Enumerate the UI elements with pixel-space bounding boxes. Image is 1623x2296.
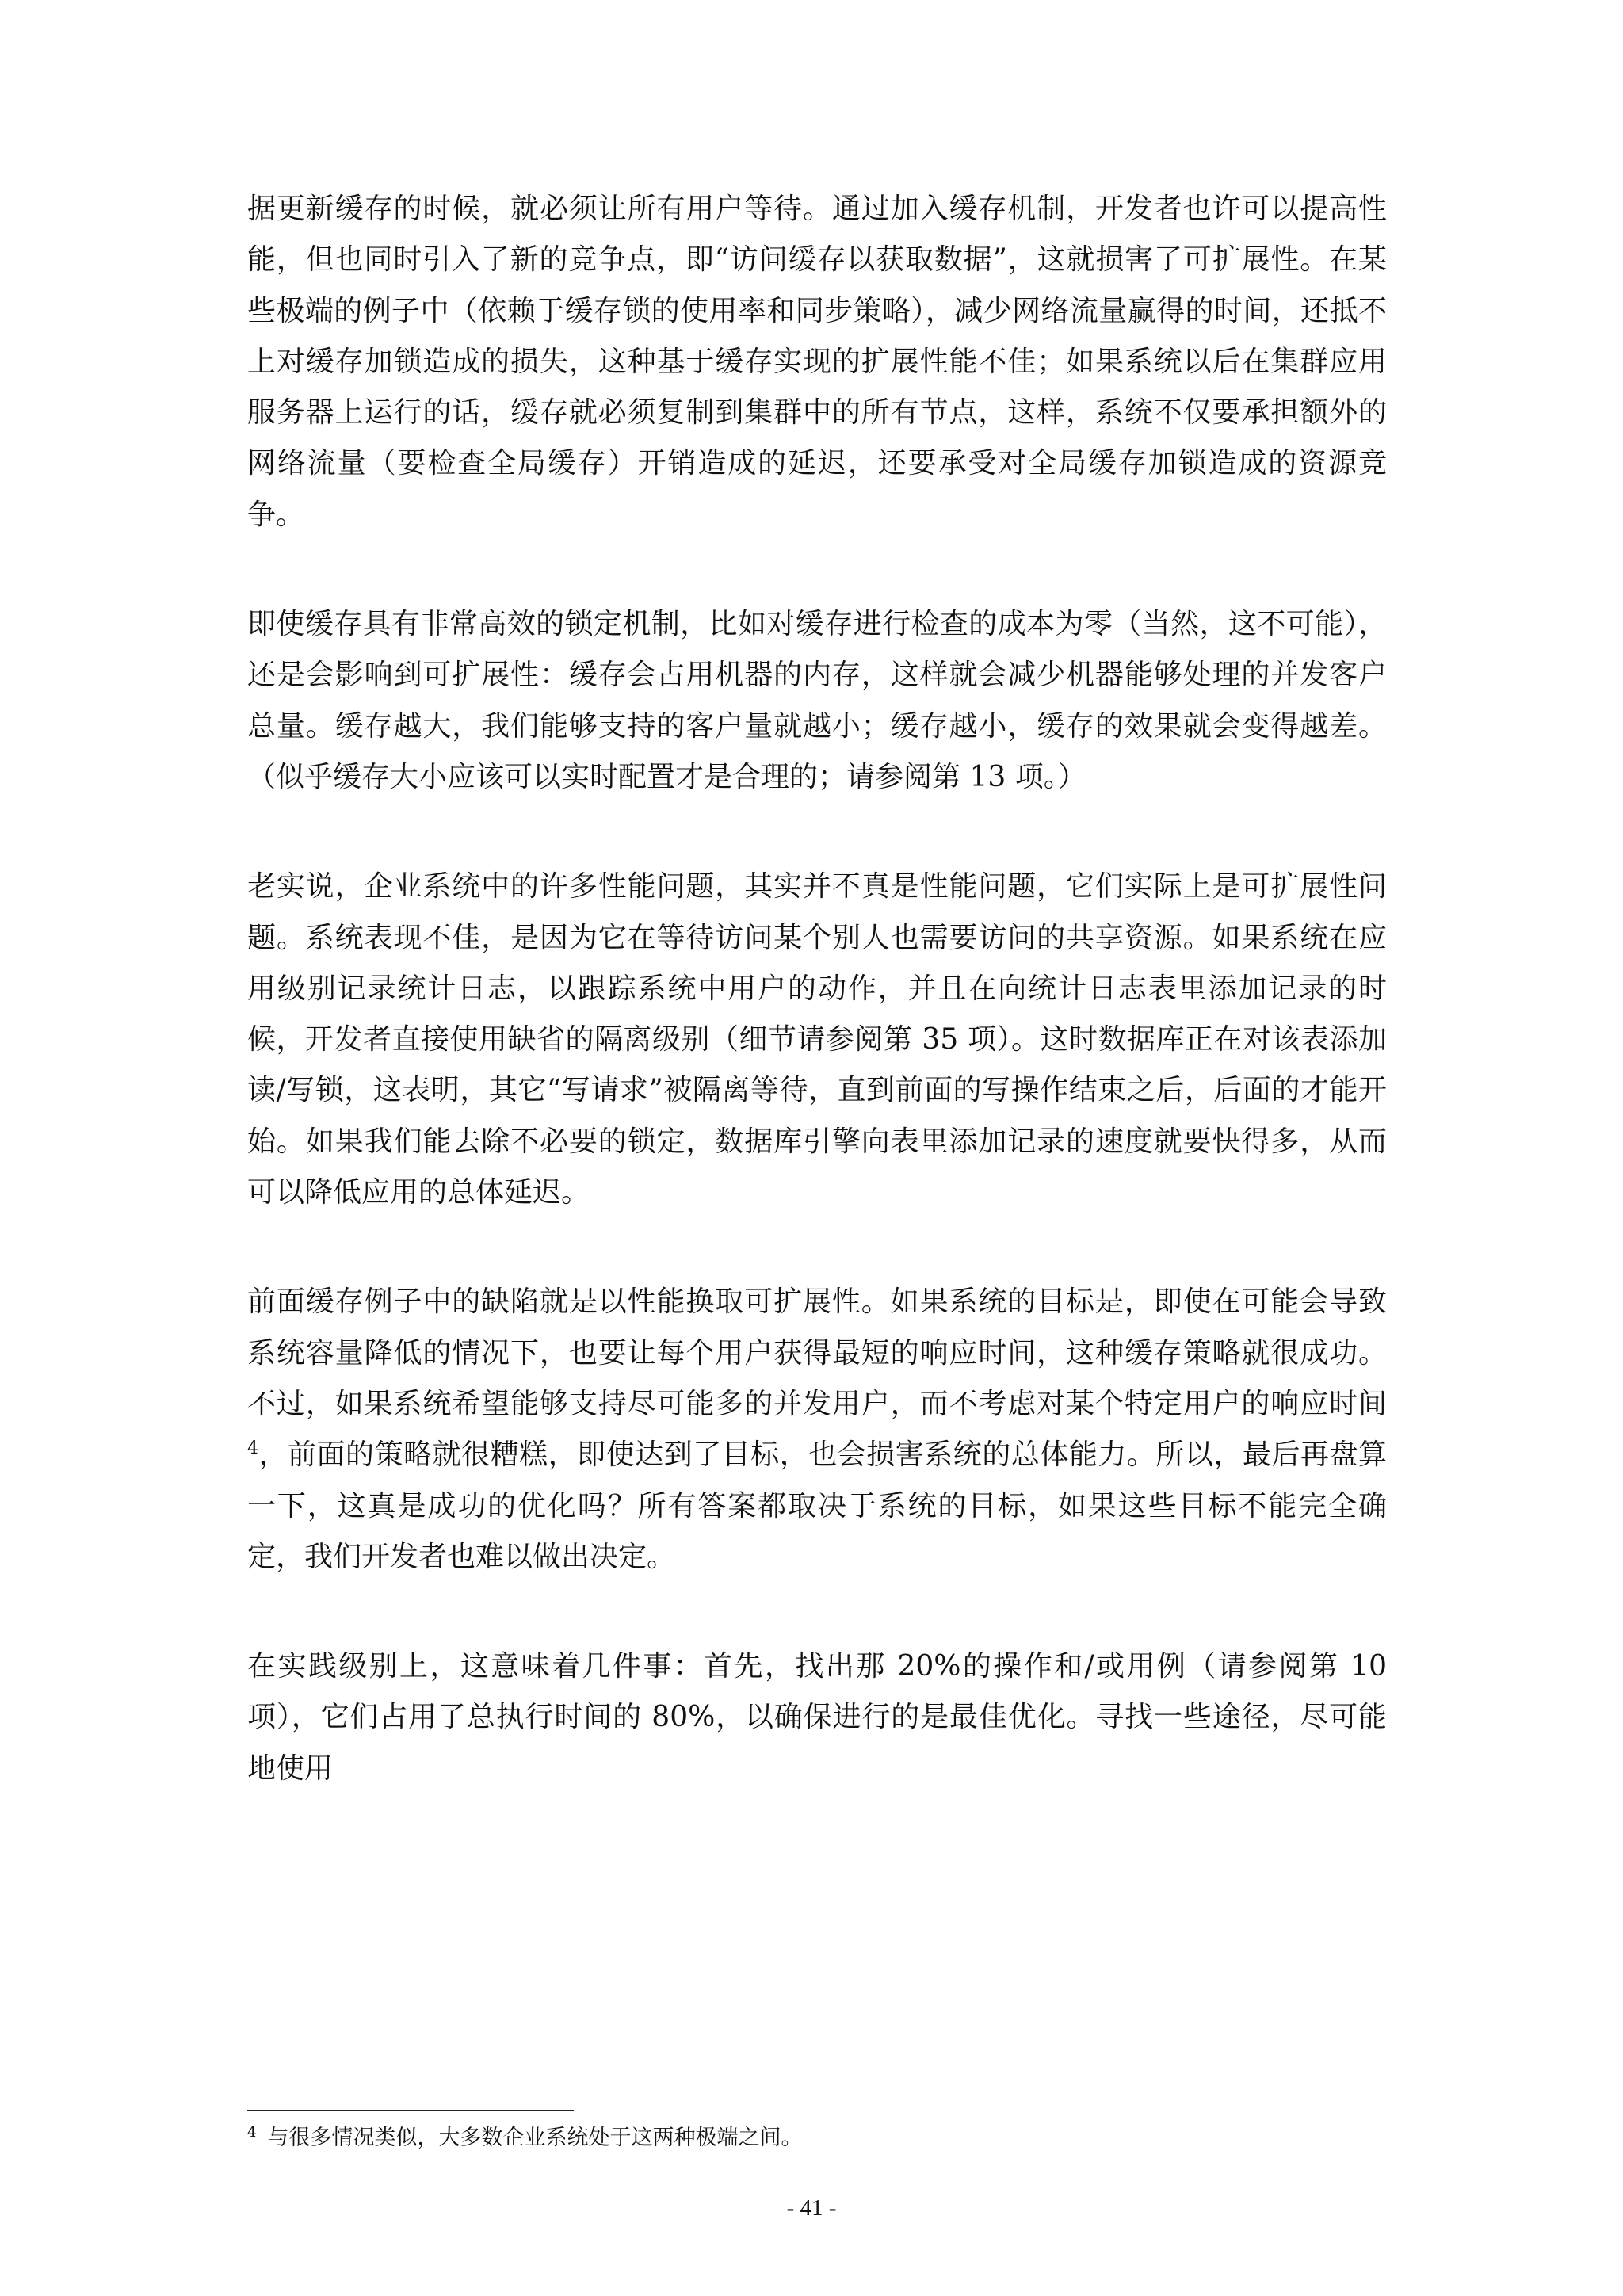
paragraph-4-text-before: 前面缓存例子中的缺陷就是以性能换取可扩展性。如果系统的目标是，即使在可能会导致系统容量降低的情况下，也要让每个用户获得最短的响应时间，这种缓存策略就很成功。不过，如果系统希望能够支持尽可能多的并发用户，而不考虑对某个特定用户的响应时间: [247, 1286, 1387, 1420]
footnote: [247, 2122, 1387, 2154]
paragraph-3: 老实说，企业系统中的许多性能问题，其实并不真是性能问题，它们实际上是可扩展性问题。系统表现不佳，是因为它在等待访问某个别人也需要访问的共享资源。如果系统在应用级别记录统计日志，以跟踪系统中用户的动作，并且在向统计日志表里添加记录的时候，开发者直接使用缺省的隔离级别（细节请参阅第 35 项）。这时数据库正在对该表添加读/写锁，这表明，其它“写请求”被隔离等待，直到前面的写操作结束之后，后面的才能开始。如果我们能去除不必要的锁定，数据库引擎向表里添加记录的速度就要快得多，从而可以降低应用的总体延迟。: [247, 870, 1387, 1209]
footnote-reference[interactable]: 4: [247, 1438, 258, 1459]
page-number: - 41 -: [786, 2195, 837, 2221]
paragraph-4-text-after: ，前面的策略就很糟糕，即使达到了目标，也会损害系统的总体能力。所以，最后再盘算一下，这真是成功的优化吗？所有答案都取决于系统的目标，如果这些目标不能完全确定，我们开发者也难以做出决定。: [247, 1438, 1387, 1573]
paragraph-1: 据更新缓存的时候，就必须让所有用户等待。通过加入缓存机制，开发者也许可以提高性能，但也同时引入了新的竞争点，即“访问缓存以获取数据”，这就损害了可扩展性。在某些极端的例子中（依赖于缓存锁的使用率和同步策略），减少网络流量赢得的时间，还抵不上对缓存加锁造成的损失，这种基于缓存实现的扩展性能不佳；如果系统以后在集群应用服务器上运行的话，缓存就必须复制到集群中的所有节点，这样，系统不仅要承担额外的网络流量（要检查全局缓存）开销造成的延迟，还要承受对全局缓存加锁造成的资源竞争。: [247, 193, 1387, 531]
footnote-number: 4: [247, 2124, 257, 2141]
paragraph-4: [247, 1277, 1387, 1583]
paragraph-2: 即使缓存具有非常高效的锁定机制，比如对缓存进行检查的成本为零（当然，这不可能），还是会影响到可扩展性：缓存会占用机器的内存，这样就会减少机器能够处理的并发客户总量。缓存越大，我们能够支持的客户量就越小；缓存越小，缓存的效果就会变得越差。（似乎缓存大小应该可以实时配置才是合理的；请参阅第 13 项。）: [247, 608, 1387, 793]
body-text: [247, 184, 1387, 1794]
footnote-separator: [247, 2110, 574, 2111]
paragraph-5: 在实践级别上，这意味着几件事：首先，找出那 20%的操作和/或用例（请参阅第 10 项），它们占用了总执行时间的 80%，以确保进行的是最佳优化。寻找一些途径，尽可能地使用: [247, 1650, 1387, 1785]
footnote-text: 与很多情况类似，大多数企业系统处于这两种极端之间。: [267, 2126, 803, 2150]
